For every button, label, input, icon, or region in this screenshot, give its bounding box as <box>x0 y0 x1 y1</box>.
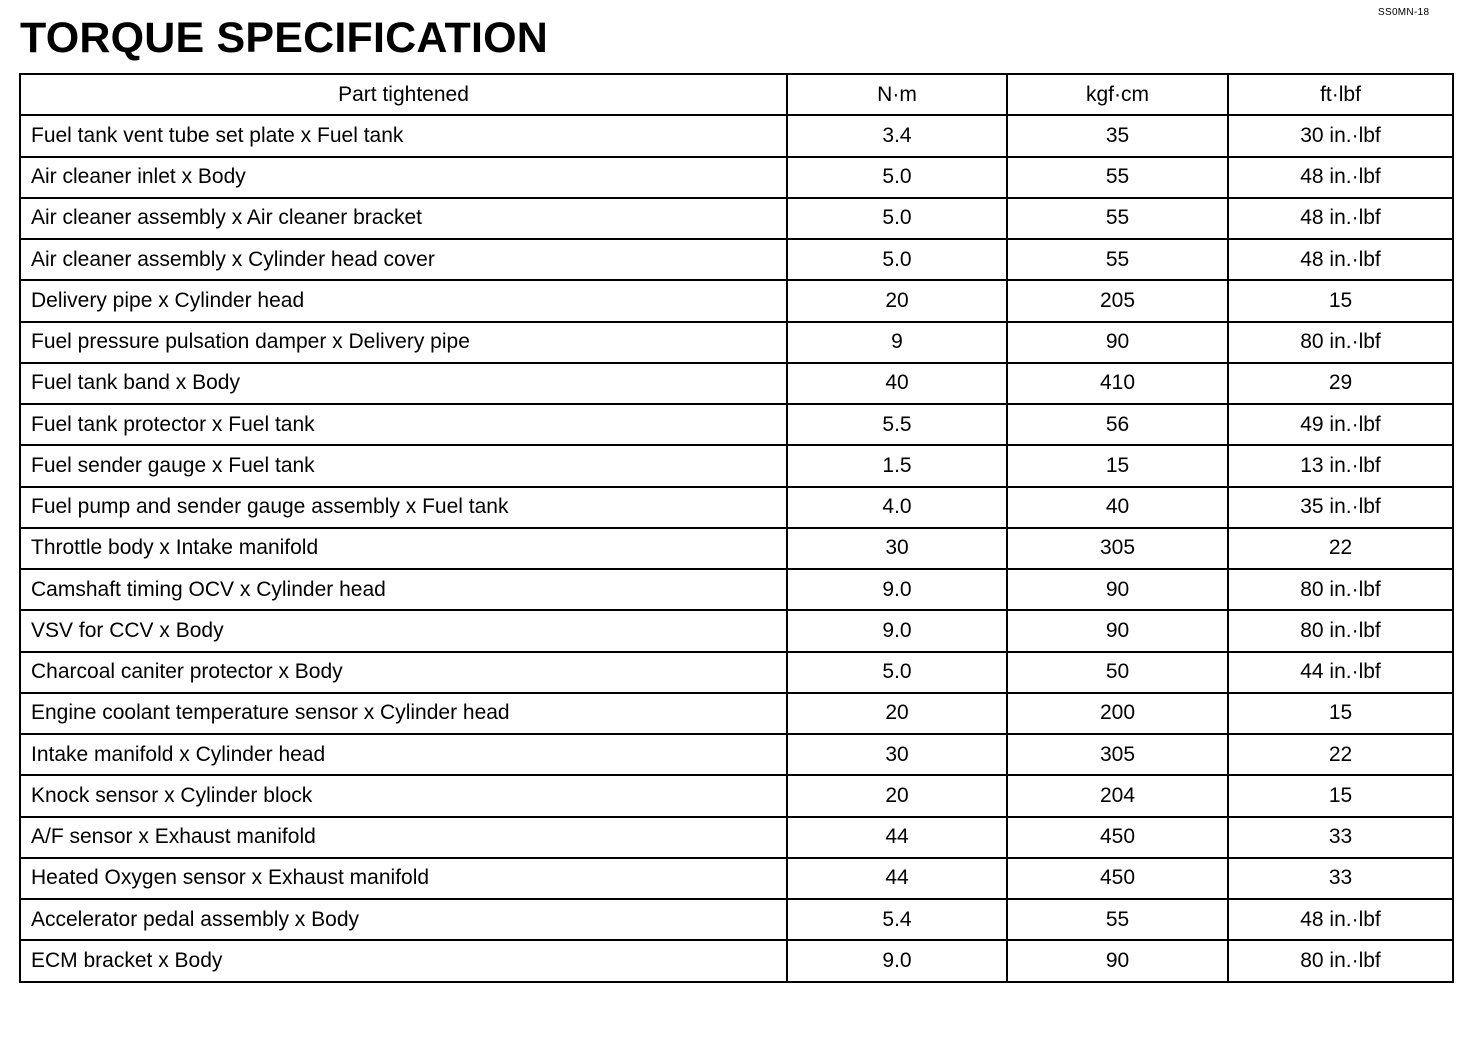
kgf-cm-cell: 450 <box>1007 858 1228 899</box>
header-ft-lbf: ft·lbf <box>1228 74 1453 115</box>
part-cell: ECM bracket x Body <box>20 940 787 981</box>
nm-cell: 20 <box>787 693 1007 734</box>
header-newton-meter: N·m <box>787 74 1007 115</box>
kgf-cm-cell: 35 <box>1007 115 1228 156</box>
ft-lbf-cell: 48 in.·lbf <box>1228 157 1453 198</box>
part-cell: Camshaft timing OCV x Cylinder head <box>20 569 787 610</box>
table-row <box>20 817 1453 858</box>
ft-lbf-cell: 15 <box>1228 280 1453 321</box>
part-cell: Fuel tank vent tube set plate x Fuel tank <box>20 115 787 156</box>
ft-lbf-cell: 80 in.·lbf <box>1228 610 1453 651</box>
part-cell: Air cleaner inlet x Body <box>20 157 787 198</box>
table-row <box>20 858 1453 899</box>
nm-cell: 44 <box>787 858 1007 899</box>
ft-lbf-cell: 15 <box>1228 693 1453 734</box>
document-code: SS0MN-18 <box>1378 7 1430 18</box>
table-row <box>20 157 1453 198</box>
table-row <box>20 652 1453 693</box>
kgf-cm-cell: 90 <box>1007 610 1228 651</box>
ft-lbf-cell: 80 in.·lbf <box>1228 569 1453 610</box>
kgf-cm-cell: 410 <box>1007 363 1228 404</box>
nm-cell: 9 <box>787 322 1007 363</box>
nm-cell: 40 <box>787 363 1007 404</box>
part-cell: Engine coolant temperature sensor x Cylinder head <box>20 693 787 734</box>
nm-cell: 1.5 <box>787 445 1007 486</box>
kgf-cm-cell: 305 <box>1007 734 1228 775</box>
table-row <box>20 693 1453 734</box>
part-cell: Air cleaner assembly x Air cleaner bracket <box>20 198 787 239</box>
kgf-cm-cell: 55 <box>1007 157 1228 198</box>
kgf-cm-cell: 55 <box>1007 899 1228 940</box>
ft-lbf-cell: 48 in.·lbf <box>1228 899 1453 940</box>
table-row <box>20 280 1453 321</box>
table-row <box>20 487 1453 528</box>
ft-lbf-cell: 35 in.·lbf <box>1228 487 1453 528</box>
part-cell: Intake manifold x Cylinder head <box>20 734 787 775</box>
kgf-cm-cell: 55 <box>1007 198 1228 239</box>
header-part-tightened: Part tightened <box>20 74 787 115</box>
table-row <box>20 528 1453 569</box>
part-cell: Accelerator pedal assembly x Body <box>20 899 787 940</box>
kgf-cm-cell: 305 <box>1007 528 1228 569</box>
part-cell: A/F sensor x Exhaust manifold <box>20 817 787 858</box>
nm-cell: 5.0 <box>787 157 1007 198</box>
kgf-cm-cell: 205 <box>1007 280 1228 321</box>
part-cell: VSV for CCV x Body <box>20 610 787 651</box>
ft-lbf-cell: 44 in.·lbf <box>1228 652 1453 693</box>
kgf-cm-cell: 90 <box>1007 940 1228 981</box>
table-row <box>20 734 1453 775</box>
table-row <box>20 610 1453 651</box>
part-cell: Fuel pump and sender gauge assembly x Fuel tank <box>20 487 787 528</box>
kgf-cm-cell: 15 <box>1007 445 1228 486</box>
table-row <box>20 239 1453 280</box>
part-cell: Delivery pipe x Cylinder head <box>20 280 787 321</box>
part-cell: Knock sensor x Cylinder block <box>20 775 787 816</box>
kgf-cm-cell: 204 <box>1007 775 1228 816</box>
nm-cell: 5.5 <box>787 404 1007 445</box>
ft-lbf-cell: 49 in.·lbf <box>1228 404 1453 445</box>
kgf-cm-cell: 56 <box>1007 404 1228 445</box>
kgf-cm-cell: 90 <box>1007 322 1228 363</box>
ft-lbf-cell: 22 <box>1228 528 1453 569</box>
part-cell: Charcoal caniter protector x Body <box>20 652 787 693</box>
page-title: TORQUE SPECIFICATION <box>20 14 548 62</box>
nm-cell: 9.0 <box>787 569 1007 610</box>
table-row <box>20 198 1453 239</box>
nm-cell: 44 <box>787 817 1007 858</box>
table-row <box>20 363 1453 404</box>
kgf-cm-cell: 90 <box>1007 569 1228 610</box>
ft-lbf-cell: 48 in.·lbf <box>1228 239 1453 280</box>
kgf-cm-cell: 50 <box>1007 652 1228 693</box>
kgf-cm-cell: 40 <box>1007 487 1228 528</box>
nm-cell: 30 <box>787 528 1007 569</box>
table-row <box>20 569 1453 610</box>
part-cell: Fuel tank band x Body <box>20 363 787 404</box>
kgf-cm-cell: 55 <box>1007 239 1228 280</box>
table-row <box>20 899 1453 940</box>
table-row <box>20 775 1453 816</box>
nm-cell: 5.4 <box>787 899 1007 940</box>
part-cell: Heated Oxygen sensor x Exhaust manifold <box>20 858 787 899</box>
kgf-cm-cell: 450 <box>1007 817 1228 858</box>
ft-lbf-cell: 29 <box>1228 363 1453 404</box>
table-row <box>20 322 1453 363</box>
table-row <box>20 445 1453 486</box>
nm-cell: 3.4 <box>787 115 1007 156</box>
table-row <box>20 404 1453 445</box>
nm-cell: 5.0 <box>787 652 1007 693</box>
part-cell: Air cleaner assembly x Cylinder head cover <box>20 239 787 280</box>
kgf-cm-cell: 200 <box>1007 693 1228 734</box>
ft-lbf-cell: 48 in.·lbf <box>1228 198 1453 239</box>
ft-lbf-cell: 30 in.·lbf <box>1228 115 1453 156</box>
ft-lbf-cell: 22 <box>1228 734 1453 775</box>
torque-spec-table <box>19 73 1454 983</box>
header-kgf-cm: kgf·cm <box>1007 74 1228 115</box>
part-cell: Throttle body x Intake manifold <box>20 528 787 569</box>
nm-cell: 30 <box>787 734 1007 775</box>
nm-cell: 5.0 <box>787 239 1007 280</box>
part-cell: Fuel pressure pulsation damper x Delivery pipe <box>20 322 787 363</box>
nm-cell: 20 <box>787 280 1007 321</box>
nm-cell: 4.0 <box>787 487 1007 528</box>
table-body <box>20 115 1453 981</box>
ft-lbf-cell: 33 <box>1228 858 1453 899</box>
ft-lbf-cell: 33 <box>1228 817 1453 858</box>
table-header-row <box>20 74 1453 115</box>
ft-lbf-cell: 15 <box>1228 775 1453 816</box>
part-cell: Fuel tank protector x Fuel tank <box>20 404 787 445</box>
nm-cell: 9.0 <box>787 940 1007 981</box>
nm-cell: 5.0 <box>787 198 1007 239</box>
part-cell: Fuel sender gauge x Fuel tank <box>20 445 787 486</box>
ft-lbf-cell: 13 in.·lbf <box>1228 445 1453 486</box>
nm-cell: 20 <box>787 775 1007 816</box>
nm-cell: 9.0 <box>787 610 1007 651</box>
table-row <box>20 115 1453 156</box>
ft-lbf-cell: 80 in.·lbf <box>1228 940 1453 981</box>
table-row <box>20 940 1453 981</box>
ft-lbf-cell: 80 in.·lbf <box>1228 322 1453 363</box>
